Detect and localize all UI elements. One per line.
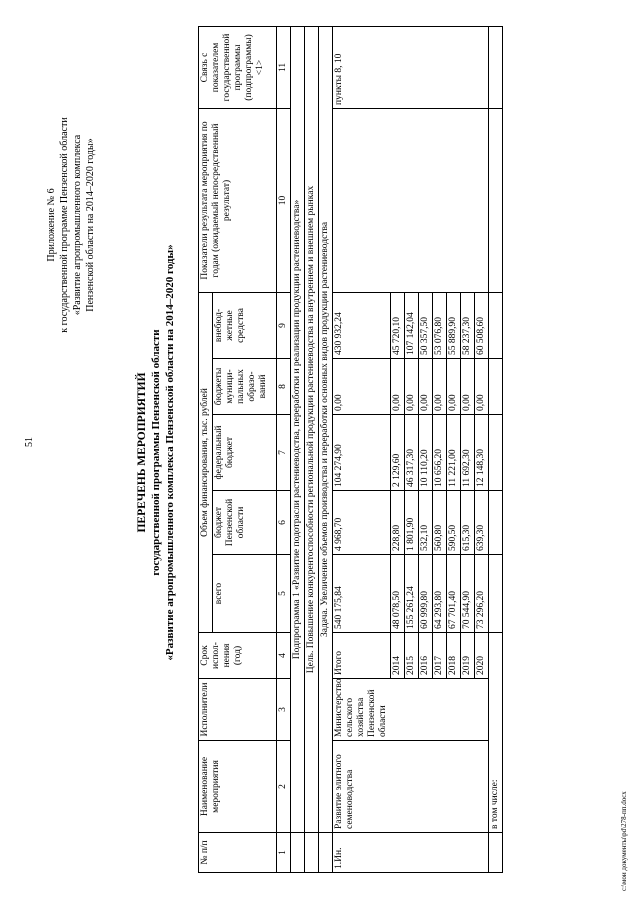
goal-text: Цель. Повышение конкурентоспособности региональной продукции растениеводства на внутреннем и внешнем рынках <box>305 26 319 832</box>
header-offbudget: внебюд-жетные средства <box>213 292 277 358</box>
regional-cell: 615,30 <box>461 491 475 555</box>
term-cell: 2015 <box>405 633 419 679</box>
header-total: всего <box>213 555 277 633</box>
measure-num: 1.Ин. <box>333 833 489 873</box>
header-federal: федеральный бюджет <box>213 415 277 491</box>
offbudget-cell: 60 508,60 <box>475 292 489 358</box>
federal-cell: 46 317,30 <box>405 415 419 491</box>
offbudget-cell: 50 357,50 <box>419 292 433 358</box>
total-cell: 540 175,84 <box>333 555 391 633</box>
header-indicators: Показатели результата мероприятия по годам (ожидаемый непосредственный результат) <box>199 108 277 292</box>
municipal-cell: 0,00 <box>461 359 475 415</box>
offbudget-cell: 430 932,24 <box>333 292 391 358</box>
header-municipal: бюджеты муници-пальных образо-ваний <box>213 359 277 415</box>
col-number: 6 <box>277 491 291 555</box>
column-numbers-row <box>277 26 291 872</box>
federal-cell: 11 692,30 <box>461 415 475 491</box>
regional-cell: 639,30 <box>475 491 489 555</box>
appendix-line-4: Пензенской области на 2014–2020 годы» <box>85 138 96 312</box>
measure-total-row <box>333 26 391 872</box>
term-cell: 2017 <box>433 633 447 679</box>
total-cell: 60 999,80 <box>419 555 433 633</box>
task-row <box>319 26 333 872</box>
federal-cell: 10 110,20 <box>419 415 433 491</box>
including-row <box>489 26 503 872</box>
col-number: 4 <box>277 633 291 679</box>
appendix-line-3: «Развитие агропромышленного комплекса <box>72 134 83 316</box>
file-path-footer: c:\мои документы\pd\278-пп.docx <box>620 791 628 891</box>
page-number: 51 <box>24 437 35 447</box>
total-cell: 73 296,20 <box>475 555 489 633</box>
municipal-cell: 0,00 <box>475 359 489 415</box>
col-number: 10 <box>277 108 291 292</box>
total-cell: 155 261,24 <box>405 555 419 633</box>
goal-row <box>305 26 319 872</box>
offbudget-cell: 58 237,30 <box>461 292 475 358</box>
subprogram-row <box>291 26 305 872</box>
term-cell: 2020 <box>475 633 489 679</box>
measure-name: Развитие элитного семеноводства <box>333 741 489 833</box>
col-number: 7 <box>277 415 291 491</box>
measures-table <box>198 26 503 873</box>
regional-cell: 560,80 <box>433 491 447 555</box>
header-regional: бюджет Пензенской области <box>213 491 277 555</box>
municipal-cell: 0,00 <box>405 359 419 415</box>
term-cell: 2016 <box>419 633 433 679</box>
municipal-cell: 0,00 <box>447 359 461 415</box>
title-line-2: государственной программы Пензенской области <box>150 329 162 576</box>
header-name: Наименование мероприятия <box>199 741 277 833</box>
header-num: № п/п <box>199 833 277 873</box>
total-cell: 48 078,50 <box>391 555 405 633</box>
appendix-header <box>45 45 97 405</box>
regional-cell: 590,50 <box>447 491 461 555</box>
col-number: 8 <box>277 359 291 415</box>
federal-cell: 12 148,30 <box>475 415 489 491</box>
indicators-cell <box>333 108 489 292</box>
appendix-line-1: Приложение № 6 <box>46 188 57 262</box>
header-row-1 <box>199 26 213 872</box>
total-cell: 70 544,90 <box>461 555 475 633</box>
term-cell: 2018 <box>447 633 461 679</box>
federal-cell: 2 129,60 <box>391 415 405 491</box>
header-funding: Объем финансирования, тыс. рублей <box>199 292 213 632</box>
header-link: Связь с показателем государственной программы (подпрограммы) <1> <box>199 26 277 108</box>
title-line-3: «Развитие агропромышленного комплекса Пензенской области на 2014–2020 годы» <box>164 244 176 661</box>
offbudget-cell: 53 076,80 <box>433 292 447 358</box>
col-number: 5 <box>277 555 291 633</box>
header-executor: Исполнители <box>199 679 277 741</box>
municipal-cell: 0,00 <box>391 359 405 415</box>
col-number: 11 <box>277 26 291 108</box>
regional-cell: 4 968,70 <box>333 491 391 555</box>
municipal-cell: 0,00 <box>419 359 433 415</box>
municipal-cell: 0,00 <box>333 359 391 415</box>
offbudget-cell: 107 142,04 <box>405 292 419 358</box>
col-number: 9 <box>277 292 291 358</box>
regional-cell: 532,10 <box>419 491 433 555</box>
federal-cell: 104 274,90 <box>333 415 391 491</box>
term-cell: Итого <box>333 633 391 679</box>
municipal-cell: 0,00 <box>433 359 447 415</box>
regional-cell: 1 801,90 <box>405 491 419 555</box>
total-cell: 64 293,80 <box>433 555 447 633</box>
task-text: Задача. Увеличение объемов производства и переработки основных видов продукции растениеводства <box>319 26 333 832</box>
subprogram-text: Подпрограмма 1 «Развитие подотрасли растениеводства, переработки и реализации продукции растениеводства» <box>291 26 305 832</box>
col-number: 3 <box>277 679 291 741</box>
term-cell: 2014 <box>391 633 405 679</box>
appendix-line-2: к государственной программе Пензенской области <box>59 117 70 333</box>
col-number: 2 <box>277 741 291 833</box>
document-title <box>135 0 177 905</box>
federal-cell: 11 221,00 <box>447 415 461 491</box>
title-line-1: ПЕРЕЧЕНЬ МЕРОПРИЯТИЙ <box>136 372 148 533</box>
header-term: Срок испол-нения (год) <box>199 633 277 679</box>
regional-cell: 228,80 <box>391 491 405 555</box>
measure-executor: Министерство сельского хозяйства Пензенской области <box>333 679 489 741</box>
including-text: в том числе: <box>489 633 503 833</box>
term-cell: 2019 <box>461 633 475 679</box>
total-cell: 67 701,40 <box>447 555 461 633</box>
federal-cell: 10 656,20 <box>433 415 447 491</box>
offbudget-cell: 45 720,10 <box>391 292 405 358</box>
link-cell: пункты 8, 10 <box>333 26 489 108</box>
offbudget-cell: 55 889,90 <box>447 292 461 358</box>
col-number: 1 <box>277 833 291 873</box>
